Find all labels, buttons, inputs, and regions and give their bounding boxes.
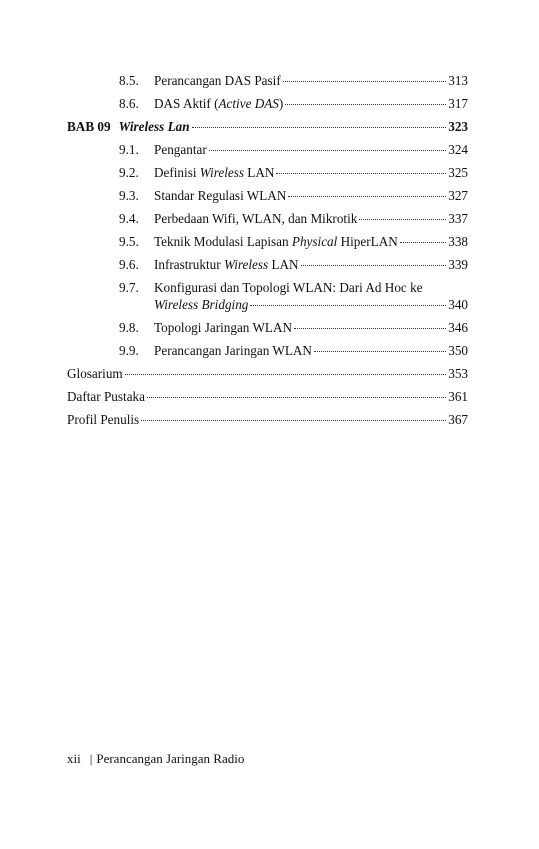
toc-entry-title: Perbedaan Wifi, WLAN, dan Mikrotik — [154, 211, 358, 226]
toc-page-number: 327 — [448, 188, 468, 203]
toc-page-number: 317 — [448, 96, 468, 111]
toc-entry-title: Perancangan DAS Pasif — [154, 73, 281, 88]
toc-entry-8-5[interactable] — [0, 72, 539, 95]
toc-entry-9-4[interactable] — [0, 210, 539, 233]
footer-book-title: Perancangan Jaringan Radio — [96, 751, 245, 766]
toc-entry-number: 9.2. — [119, 165, 139, 180]
toc-leader-dots — [192, 127, 447, 128]
page-footer — [67, 750, 244, 767]
table-of-contents — [0, 72, 539, 434]
footer-separator: | — [89, 751, 93, 766]
toc-page-number: 338 — [448, 234, 468, 249]
toc-entry-number: 9.3. — [119, 188, 139, 203]
toc-entry-title: Profil Penulis — [67, 412, 140, 427]
toc-entry-title: Glosarium — [67, 366, 123, 381]
toc-page-number: 346 — [448, 320, 468, 335]
toc-entry-title-line2: Wireless Bridging — [154, 297, 249, 312]
toc-entry-number: 9.7. — [119, 280, 139, 295]
toc-leader-dots — [147, 397, 446, 398]
toc-entry-9-9[interactable] — [0, 342, 539, 365]
toc-entry-title: Topologi Jaringan WLAN — [154, 320, 293, 335]
toc-page-number: 367 — [448, 412, 468, 427]
toc-leader-dots — [359, 219, 446, 220]
toc-entry-title: Standar Regulasi WLAN — [154, 188, 287, 203]
toc-entry-title: Daftar Pustaka — [67, 389, 145, 404]
toc-entry-title: Pengantar — [154, 142, 207, 157]
toc-page-number: 339 — [448, 257, 468, 272]
toc-page-number: 340 — [448, 297, 468, 312]
toc-entry-8-6[interactable] — [0, 95, 539, 118]
toc-entry-9-1[interactable] — [0, 141, 539, 164]
toc-profil-penulis[interactable] — [0, 411, 539, 434]
toc-entry-title: Teknik Modulasi Lapisan Physical HiperLAN — [154, 234, 398, 249]
toc-daftar-pustaka[interactable] — [0, 388, 539, 411]
toc-leader-dots — [250, 305, 446, 306]
toc-page-number: 313 — [448, 73, 468, 88]
toc-leader-dots — [276, 173, 446, 174]
toc-entry-number: 9.1. — [119, 142, 139, 157]
toc-chapter-label: BAB 09 — [67, 119, 111, 134]
toc-entry-title: Infrastruktur Wireless LAN — [154, 257, 299, 272]
toc-leader-dots — [314, 351, 446, 352]
toc-entry-9-6[interactable] — [0, 256, 539, 279]
toc-entry-title: DAS Aktif (Active DAS) — [154, 96, 284, 111]
toc-page-number: 325 — [448, 165, 468, 180]
toc-entry-title: Perancangan Jaringan WLAN — [154, 343, 312, 358]
toc-entry-number: 9.8. — [119, 320, 139, 335]
toc-page-number: 361 — [448, 389, 468, 404]
toc-entry-number: 9.9. — [119, 343, 139, 358]
toc-page-number: 337 — [448, 211, 468, 226]
toc-entry-9-5[interactable] — [0, 233, 539, 256]
toc-chapter-09[interactable] — [0, 118, 539, 141]
toc-entry-9-8[interactable] — [0, 319, 539, 342]
toc-leader-dots — [400, 242, 446, 243]
toc-leader-dots — [141, 420, 446, 421]
toc-leader-dots — [125, 374, 447, 375]
toc-page-number: 323 — [448, 119, 468, 134]
toc-entry-number: 9.4. — [119, 211, 139, 226]
toc-leader-dots — [283, 81, 447, 82]
toc-entry-title-line1: Konfigurasi dan Topologi WLAN: Dari Ad Hoc ke — [154, 280, 423, 295]
toc-leader-dots — [301, 265, 447, 266]
toc-page-number: 324 — [448, 142, 468, 157]
toc-leader-dots — [288, 196, 446, 197]
toc-leader-dots — [285, 104, 446, 105]
toc-entry-9-7[interactable] — [0, 279, 539, 319]
toc-page-number: 353 — [448, 366, 468, 381]
toc-glosarium[interactable] — [0, 365, 539, 388]
toc-entry-title: Definisi Wireless LAN — [154, 165, 275, 180]
toc-chapter-title: Wireless Lan — [118, 119, 190, 134]
toc-leader-dots — [209, 150, 446, 151]
toc-leader-dots — [294, 328, 446, 329]
toc-entry-9-2[interactable] — [0, 164, 539, 187]
toc-entry-number: 8.6. — [119, 96, 139, 111]
footer-page-number: xii — [67, 751, 81, 766]
toc-page-number: 350 — [448, 343, 468, 358]
toc-entry-9-3[interactable] — [0, 187, 539, 210]
toc-entry-number: 9.6. — [119, 257, 139, 272]
toc-entry-number: 8.5. — [119, 73, 139, 88]
toc-entry-number: 9.5. — [119, 234, 139, 249]
